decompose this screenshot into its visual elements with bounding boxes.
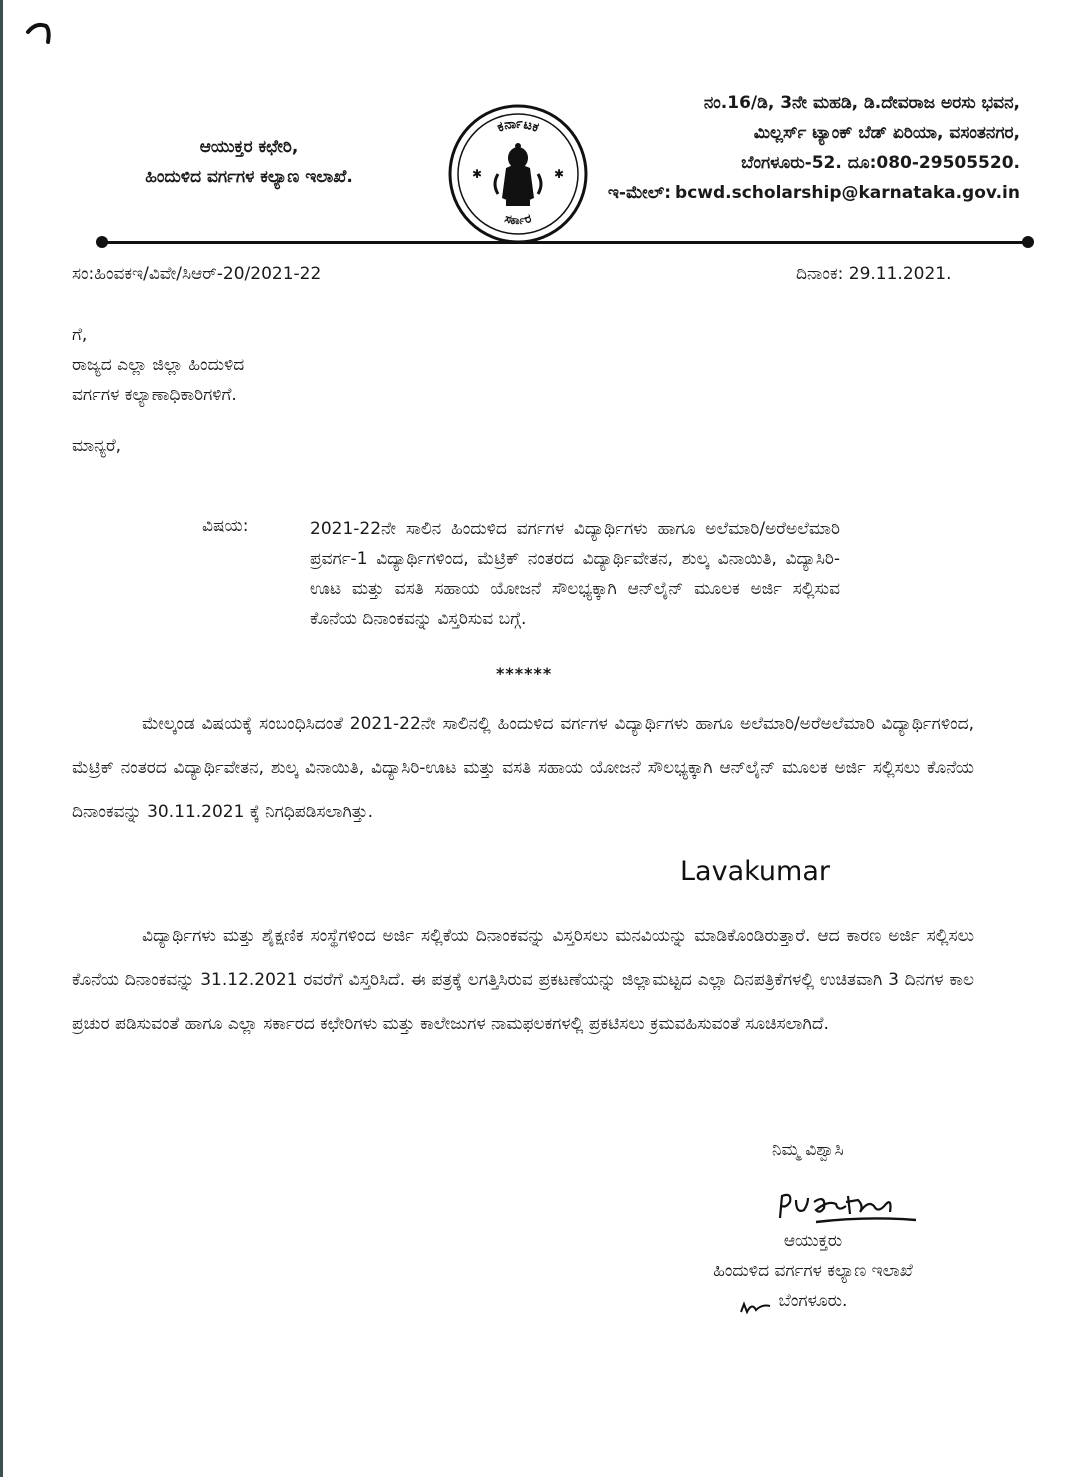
header-divider-left-dot xyxy=(96,236,108,248)
address-line3: ಬೆಂಗಳೂರು-52. ದೂ:080-29505520. xyxy=(741,153,1020,173)
email-label: ಇ-ಮೇಲ್: xyxy=(607,183,672,203)
recipient-block xyxy=(72,320,244,410)
body-paragraph-1: ಮೇಲ್ಕಂಡ ವಿಷಯಕ್ಕೆ ಸಂಬಂಧಿಸಿದಂತೆ 2021-22ನೇ ಸಾಲಿನಲ್ಲಿ ಹಿಂದುಳಿದ ವರ್ಗಗಳ ವಿದ್ಯಾರ್ಥಿಗಳು ಹಾಗೂ ಅಲೆಮಾರಿ/ಅರೆಅಲೆಮಾರಿ ವಿದ್ಯಾರ್ಥಿಗಳಿಂದ, ಮೆಟ್ರಿಕ್ ನಂತರದ ವಿದ್ಯಾರ್ಥಿವೇತನ, ಶುಲ್ಕ ವಿನಾಯಿತಿ, ವಿದ್ಯಾಸಿರಿ-ಊಟ ಮತ್ತು ವಸತಿ ಸಹಾಯ ಯೋಜನೆ ಸೌಲಭ್ಯಕ್ಕಾಗಿ ಆನ್‌ಲೈನ್ ಮೂಲಕ ಅರ್ಜಿ ಸಲ್ಲಿಸಲು ಕೊನೆಯ ದಿನಾಂಕವನ್ನು 30.11.2021 ಕ್ಕೆ ನಿಗಧಿಪಡಿಸಲಾಗಿತ್ತು. xyxy=(72,714,974,822)
recipient-to: ಗೆ, xyxy=(72,325,88,345)
subject-label: ವಿಷಯ: xyxy=(202,516,249,536)
recipient-line1: ರಾಜ್ಯದ ಎಲ್ಲಾ ಜಿಲ್ಲಾ ಹಿಂದುಳಿದ xyxy=(72,355,245,375)
email-line xyxy=(600,178,1020,208)
subject-text: 2021-22ನೇ ಸಾಲಿನ ಹಿಂದುಳಿದ ವರ್ಗಗಳ ವಿದ್ಯಾರ್ಥಿಗಳು ಹಾಗೂ ಅಲೆಮಾರಿ/ಅರೆಅಲೆಮಾರಿ ಪ್ರವರ್ಗ-1 ವಿದ್ಯಾರ್ಥಿಗಳಿಂದ, ಮೆಟ್ರಿಕ್ ನಂತರದ ವಿದ್ಯಾರ್ಥಿವೇತನ, ಶುಲ್ಕ ವಿನಾಯಿತಿ, ವಿದ್ಯಾಸಿರಿ-ಊಟ ಮತ್ತು ವಸತಿ ಸಹಾಯ ಯೋಜನೆ ಸೌಲಭ್ಯಕ್ಕಾಗಿ ಆನ್‌ಲೈನ್ ಮೂಲಕ ಅರ್ಜಿ ಸಲ್ಲಿಸುವ ಕೊನೆಯ ದಿನಾಂಕವನ್ನು ವಿಸ್ತರಿಸುವ ಬಗ್ಗೆ. xyxy=(310,519,840,629)
header-divider xyxy=(100,241,1032,244)
office-name-line1: ಆಯುಕ್ತರ ಕಛೇರಿ, xyxy=(199,137,299,157)
page-left-edge xyxy=(0,0,3,1477)
karnataka-government-seal xyxy=(446,102,590,246)
svg-text:ಸರ್ಕಾರ xyxy=(503,211,533,227)
office-address-block xyxy=(600,88,1020,208)
emblem-figure-icon xyxy=(495,143,541,206)
signatory-city: ಬೆಂಗಳೂರು. xyxy=(778,1291,848,1311)
recipient-line2: ವರ್ಗಗಳ ಕಲ್ಯಾಣಾಧಿಕಾರಿಗಳಿಗೆ. xyxy=(72,385,237,405)
sign-off: ನಿಮ್ಮ ವಿಶ್ವಾಸಿ xyxy=(772,1140,844,1160)
corner-curl-mark xyxy=(24,18,54,48)
signatory-designation: ಆಯುಕ್ತರು xyxy=(783,1231,843,1251)
seal-left-star-icon: ✱ xyxy=(472,167,483,181)
email-address: bcwd.scholarship@karnataka.gov.in xyxy=(675,183,1020,203)
date-value: 29.11.2021. xyxy=(848,264,952,284)
initial-scribble xyxy=(738,1296,774,1318)
seal-bottom-text: ಸರ್ಕಾರ xyxy=(503,211,533,228)
svg-text:ಕರ್ನಾಟಕ xyxy=(495,116,541,135)
signatory-block xyxy=(668,1226,958,1316)
header-divider-right-dot xyxy=(1022,236,1034,248)
office-name-block xyxy=(104,132,394,192)
body-paragraph-2: ವಿದ್ಯಾರ್ಥಿಗಳು ಮತ್ತು ಶೈಕ್ಷಣಿಕ ಸಂಸ್ಥೆಗಳಿಂದ ಅರ್ಜಿ ಸಲ್ಲಿಕೆಯ ದಿನಾಂಕವನ್ನು ವಿಸ್ತರಿಸಲು ಮನವಿಯನ್ನು ಮಾಡಿಕೊಂಡಿರುತ್ತಾರೆ. ಆದ ಕಾರಣ ಅರ್ಜಿ ಸಲ್ಲಿಸಲು ಕೊನೆಯ ದಿನಾಂಕವನ್ನು 31.12.2021 ರವರೆಗೆ ವಿಸ್ತರಿಸಿದೆ. ಈ ಪತ್ರಕ್ಕೆ ಲಗತ್ತಿಸಿರುವ ಪ್ರಕಟಣೆಯನ್ನು ಜಿಲ್ಲಾಮಟ್ಟದ ಎಲ್ಲಾ ದಿನಪತ್ರಿಕೆಗಳಲ್ಲಿ ಉಚಿತವಾಗಿ 3 ದಿನಗಳ ಕಾಲ ಪ್ರಚುರ ಪಡಿಸುವಂತೆ ಹಾಗೂ ಎಲ್ಲಾ ಸರ್ಕಾರದ ಕಛೇರಿಗಳು ಮತ್ತು ಕಾಲೇಜುಗಳ ನಾಮಫಲಕಗಳಲ್ಲಿ ಪ್ರಕಟಿಸಲು ಕ್ರಮವಹಿಸುವಂತೆ ಸೂಚಿಸಲಾಗಿದೆ. xyxy=(72,926,974,1034)
reference-number: ಸಂ:ಹಿಂವಕಇ/ವಿವೇ/ಸಿಆರ್-20/2021-22 xyxy=(72,264,322,284)
signatory-department: ಹಿಂದುಳಿದ ವರ್ಗಗಳ ಕಲ್ಯಾಣ ಇಲಾಖೆ xyxy=(713,1261,913,1281)
handwritten-signature xyxy=(776,1186,926,1230)
overlay-name-text: Lavakumar xyxy=(680,856,830,887)
address-line2: ಮಿಲ್ಲರ್ಸ್ ಟ್ಯಾಂಕ್ ಬೆಡ್ ಏರಿಯಾ, ವಸಂತನಗರ, xyxy=(753,123,1020,143)
address-line1: ನಂ.16/ಡಿ, 3ನೇ ಮಹಡಿ, ಡಿ.ದೇವರಾಜ ಅರಸು ಭವನ, xyxy=(703,93,1020,113)
subject-separator: ****** xyxy=(496,664,553,683)
date-label: ದಿನಾಂಕ: xyxy=(796,264,844,284)
letter-date xyxy=(796,264,952,284)
salutation: ಮಾನ್ಯರೆ, xyxy=(72,436,122,456)
seal-right-star-icon: ✱ xyxy=(554,167,565,181)
seal-top-text: ಕರ್ನಾಟಕ xyxy=(495,116,541,136)
office-name-line2: ಹಿಂದುಳಿದ ವರ್ಗಗಳ ಕಲ್ಯಾಣ ಇಲಾಖೆ. xyxy=(145,167,353,187)
